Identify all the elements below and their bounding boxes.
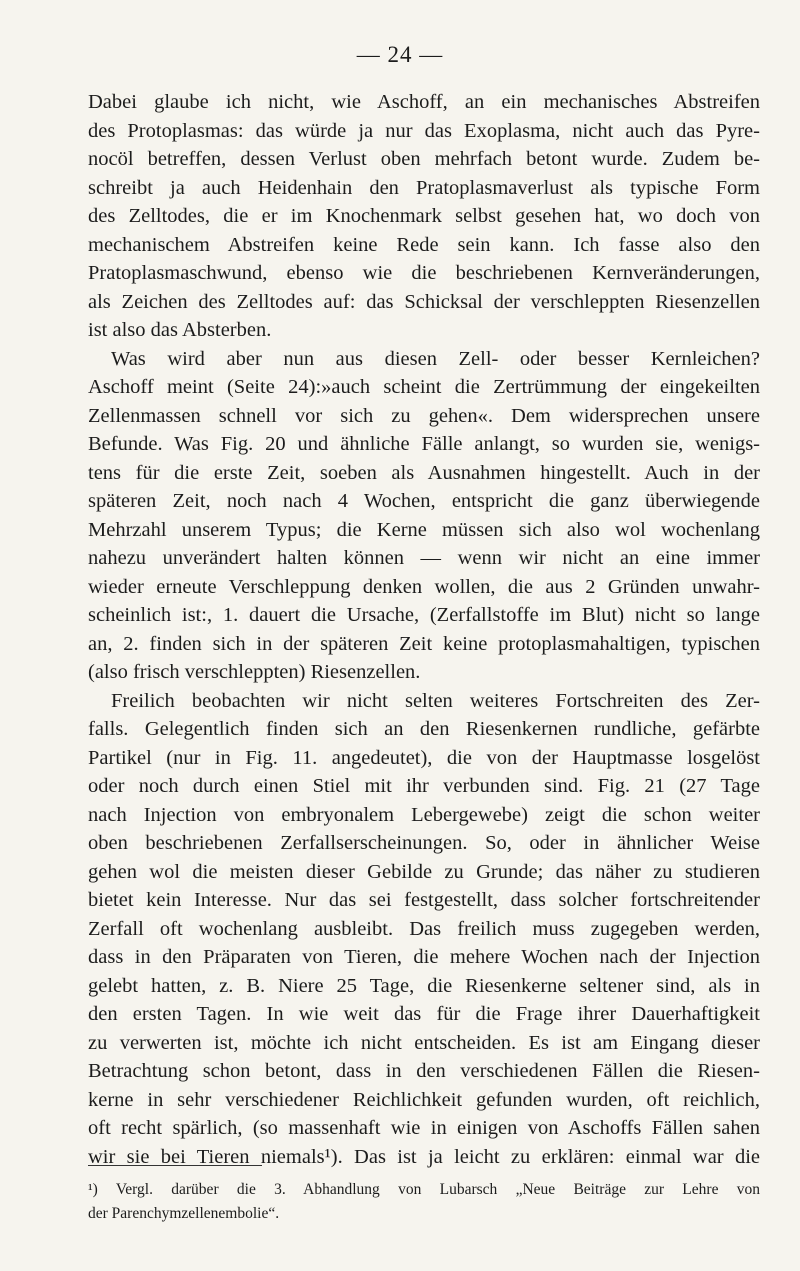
text-line: Befunde. Was Fig. 20 und ähnliche Fälle anlangt, so wurden sie, wenigs- <box>88 433 760 455</box>
text-line: oben beschriebenen Zerfallserscheinungen. So, oder in ähnlicher Weise <box>88 832 760 854</box>
text-line: Aschoff meint (Seite 24):»auch scheint die Zertrümmung der eingekeilten <box>88 376 760 398</box>
text-line: zu verwerten ist, möchte ich nicht entscheiden. Es ist am Eingang dieser <box>88 1031 760 1054</box>
body-text <box>88 88 760 1171</box>
text-line: Dabei glaube ich nicht, wie Aschoff, an ein mechanisches Abstreifen <box>88 91 760 113</box>
text-line: oft recht spärlich, (so massenhaft wie in einigen von Aschoffs Fällen sahen <box>88 1117 760 1139</box>
text-line: Was wird aber nun aus diesen Zell- oder besser Kernleichen? <box>111 347 760 370</box>
footnote-line: ¹) Vergl. darüber die 3. Abhandlung von Lubarsch „Neue Beiträge zur Lehre von <box>88 1181 760 1198</box>
text-line: nahezu unverändert halten können — wenn wir nicht an eine immer <box>88 547 760 569</box>
text-line: Mehrzahl unserem Typus; die Kerne müssen sich also wol wochenlang <box>88 518 760 541</box>
text-line: nach Injection von embryonalem Lebergewebe) zeigt die schon weiter <box>88 803 760 826</box>
text-line: wir sie bei Tieren niemals¹). Das ist ja leicht zu erklären: einmal war die <box>88 1145 760 1168</box>
text-line: falls. Gelegentlich finden sich an den Riesenkernen rundliche, gefärbte <box>88 718 760 740</box>
paragraph <box>88 687 760 1172</box>
text-line: Partikel (nur in Fig. 11. angedeutet), die von der Hauptmasse losgelöst <box>88 746 760 769</box>
text-line: mechanischem Abstreifen keine Rede sein kann. Ich fasse also den <box>88 233 760 256</box>
text-line: kerne in sehr verschiedener Reichlichkeit gefunden wurden, oft reichlich, <box>88 1088 760 1111</box>
text-line: (also frisch verschleppten) Riesenzellen. <box>88 661 421 683</box>
text-line: Pratoplasmaschwund, ebenso wie die beschriebenen Kernveränderungen, <box>88 262 760 284</box>
text-line: des Zelltodes, die er im Knochenmark selbst gesehen hat, wo doch von <box>88 205 760 227</box>
text-line: scheinlich ist:, 1. dauert die Ursache, (Zerfallstoffe im Blut) nicht so lange <box>88 604 760 626</box>
paragraph <box>88 345 760 687</box>
footnote <box>88 1178 760 1226</box>
text-line: Freilich beobachten wir nicht selten weiteres Fortschreiten des Zer- <box>111 689 760 712</box>
text-line: als Zeichen des Zelltodes auf: das Schicksal der verschleppten Riesenzellen <box>88 290 760 313</box>
text-line: gehen wol die meisten dieser Gebilde zu Grunde; das näher zu studieren <box>88 860 760 883</box>
text-line: des Protoplasmas: das würde ja nur das Exoplasma, nicht auch das Pyre- <box>88 119 760 142</box>
footnote-line: der Parenchymzellenembolie“. <box>88 1205 280 1222</box>
text-line: Zerfall oft wochenlang ausbleibt. Das freilich muss zugegeben werden, <box>88 917 760 940</box>
page-number: — 24 — <box>356 42 444 67</box>
text-line: späteren Zeit, noch nach 4 Wochen, entspricht die ganz überwiegende <box>88 490 760 512</box>
text-line: schreibt ja auch Heidenhain den Pratoplasmaverlust als typische Form <box>88 176 760 199</box>
text-line: den ersten Tagen. In wie weit das für die Frage ihrer Dauerhaftigkeit <box>88 1003 760 1025</box>
text-line: oder noch durch einen Stiel mit ihr verbunden sind. Fig. 21 (27 Tage <box>88 775 760 797</box>
text-line: an, 2. finden sich in der späteren Zeit keine protoplasmahaltigen, typischen <box>88 632 760 655</box>
text-line: Zellenmassen schnell vor sich zu gehen«. Dem widersprechen unsere <box>88 404 760 427</box>
text-line: ist also das Absterben. <box>88 319 272 341</box>
text-line: nocöl betreffen, dessen Verlust oben mehrfach betont wurde. Zudem be- <box>88 148 760 170</box>
text-line: tens für die erste Zeit, soeben als Ausnahmen hingestellt. Auch in der <box>88 461 760 484</box>
text-line: dass in den Präparaten von Tieren, die mehere Wochen nach der Injection <box>88 946 760 968</box>
paragraph <box>88 88 760 345</box>
text-line: bietet kein Interesse. Nur das sei festgestellt, dass solcher fortschreitender <box>88 889 760 911</box>
text-line: gelebt hatten, z. B. Niere 25 Tage, die Riesenkerne seltener sind, als in <box>88 974 760 997</box>
text-line: wieder erneute Verschleppung denken wollen, die aus 2 Gründen unwahr- <box>88 575 760 598</box>
footnote-separator <box>88 1165 262 1166</box>
text-line: Betrachtung schon betont, dass in den verschiedenen Fällen die Riesen- <box>88 1060 760 1082</box>
